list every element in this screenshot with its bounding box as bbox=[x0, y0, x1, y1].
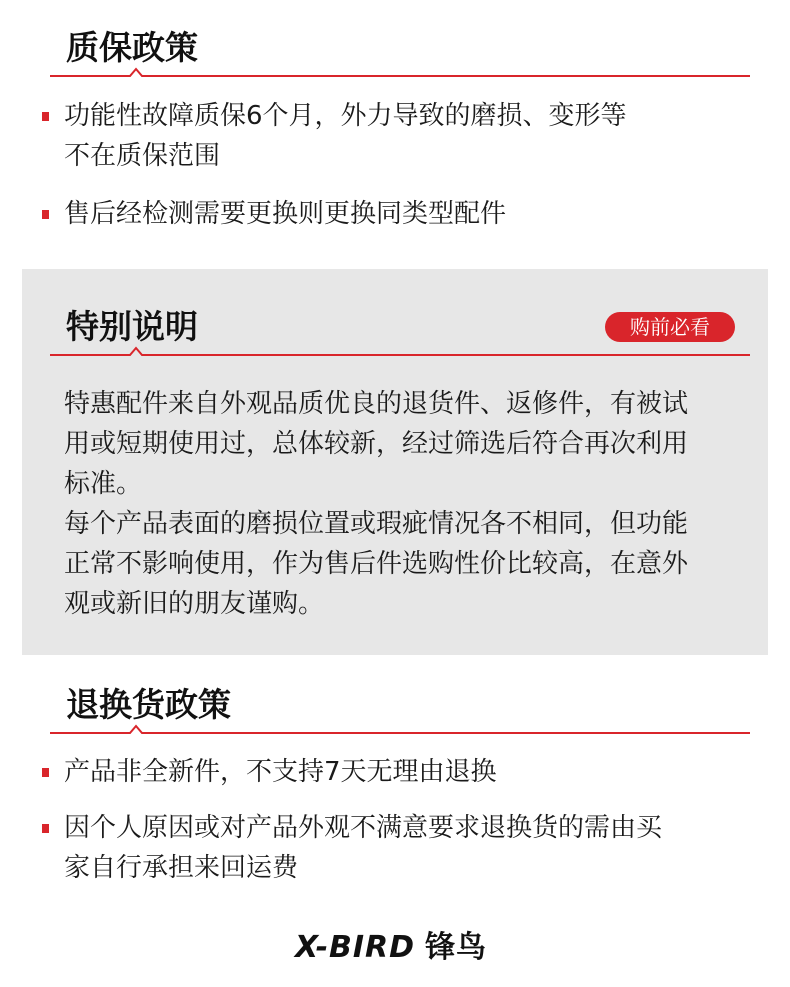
brand-logo-cn: 锋鸟 bbox=[425, 930, 488, 965]
notice-line: 特惠配件来自外观品质优良的退货件、返修件，有被试 bbox=[64, 389, 689, 419]
bullet-marker bbox=[42, 824, 49, 833]
bullet-marker bbox=[42, 768, 49, 777]
bullet-marker bbox=[42, 112, 49, 121]
warranty-item bbox=[42, 96, 760, 176]
bullet-marker bbox=[42, 210, 49, 219]
brand-logo bbox=[295, 930, 487, 966]
returns-title: 退换货政策 bbox=[66, 685, 231, 724]
warranty-divider bbox=[50, 67, 750, 87]
must-read-badge: 购前必看 bbox=[605, 312, 735, 342]
warranty-item-line: 售后经检测需要更换则更换同类型配件 bbox=[64, 199, 507, 229]
notice-line: 观或新旧的朋友谨购。 bbox=[64, 589, 325, 619]
returns-item-line: 家自行承担来回运费 bbox=[64, 853, 299, 883]
returns-item bbox=[42, 752, 760, 792]
warranty-item-line: 不在质保范围 bbox=[64, 141, 221, 171]
returns-item-line: 因个人原因或对产品外观不满意要求退换货的需由买 bbox=[64, 813, 663, 843]
notice-line: 用或短期使用过，总体较新，经过筛选后符合再次利用 bbox=[64, 429, 689, 459]
special-title: 特别说明 bbox=[66, 307, 198, 346]
special-notice-text bbox=[64, 384, 744, 624]
warranty-list bbox=[42, 96, 760, 234]
returns-divider bbox=[50, 724, 750, 744]
returns-list bbox=[42, 752, 760, 888]
notice-line: 正常不影响使用，作为售后件选购性价比较高，在意外 bbox=[64, 549, 689, 579]
warranty-title: 质保政策 bbox=[66, 28, 198, 67]
special-divider bbox=[50, 346, 750, 366]
notice-line: 标准。 bbox=[64, 469, 143, 499]
brand-logo-latin: X-BIRD bbox=[295, 930, 416, 965]
notice-paragraph bbox=[64, 504, 744, 624]
notice-paragraph bbox=[64, 384, 744, 504]
notice-line: 每个产品表面的磨损位置或瑕疵情况各不相同，但功能 bbox=[64, 509, 689, 539]
warranty-item bbox=[42, 194, 760, 234]
returns-item-line: 产品非全新件，不支持7天无理由退换 bbox=[64, 757, 497, 787]
returns-item bbox=[42, 808, 760, 888]
warranty-item-line: 功能性故障质保6个月，外力导致的磨损、变形等 bbox=[64, 101, 627, 131]
